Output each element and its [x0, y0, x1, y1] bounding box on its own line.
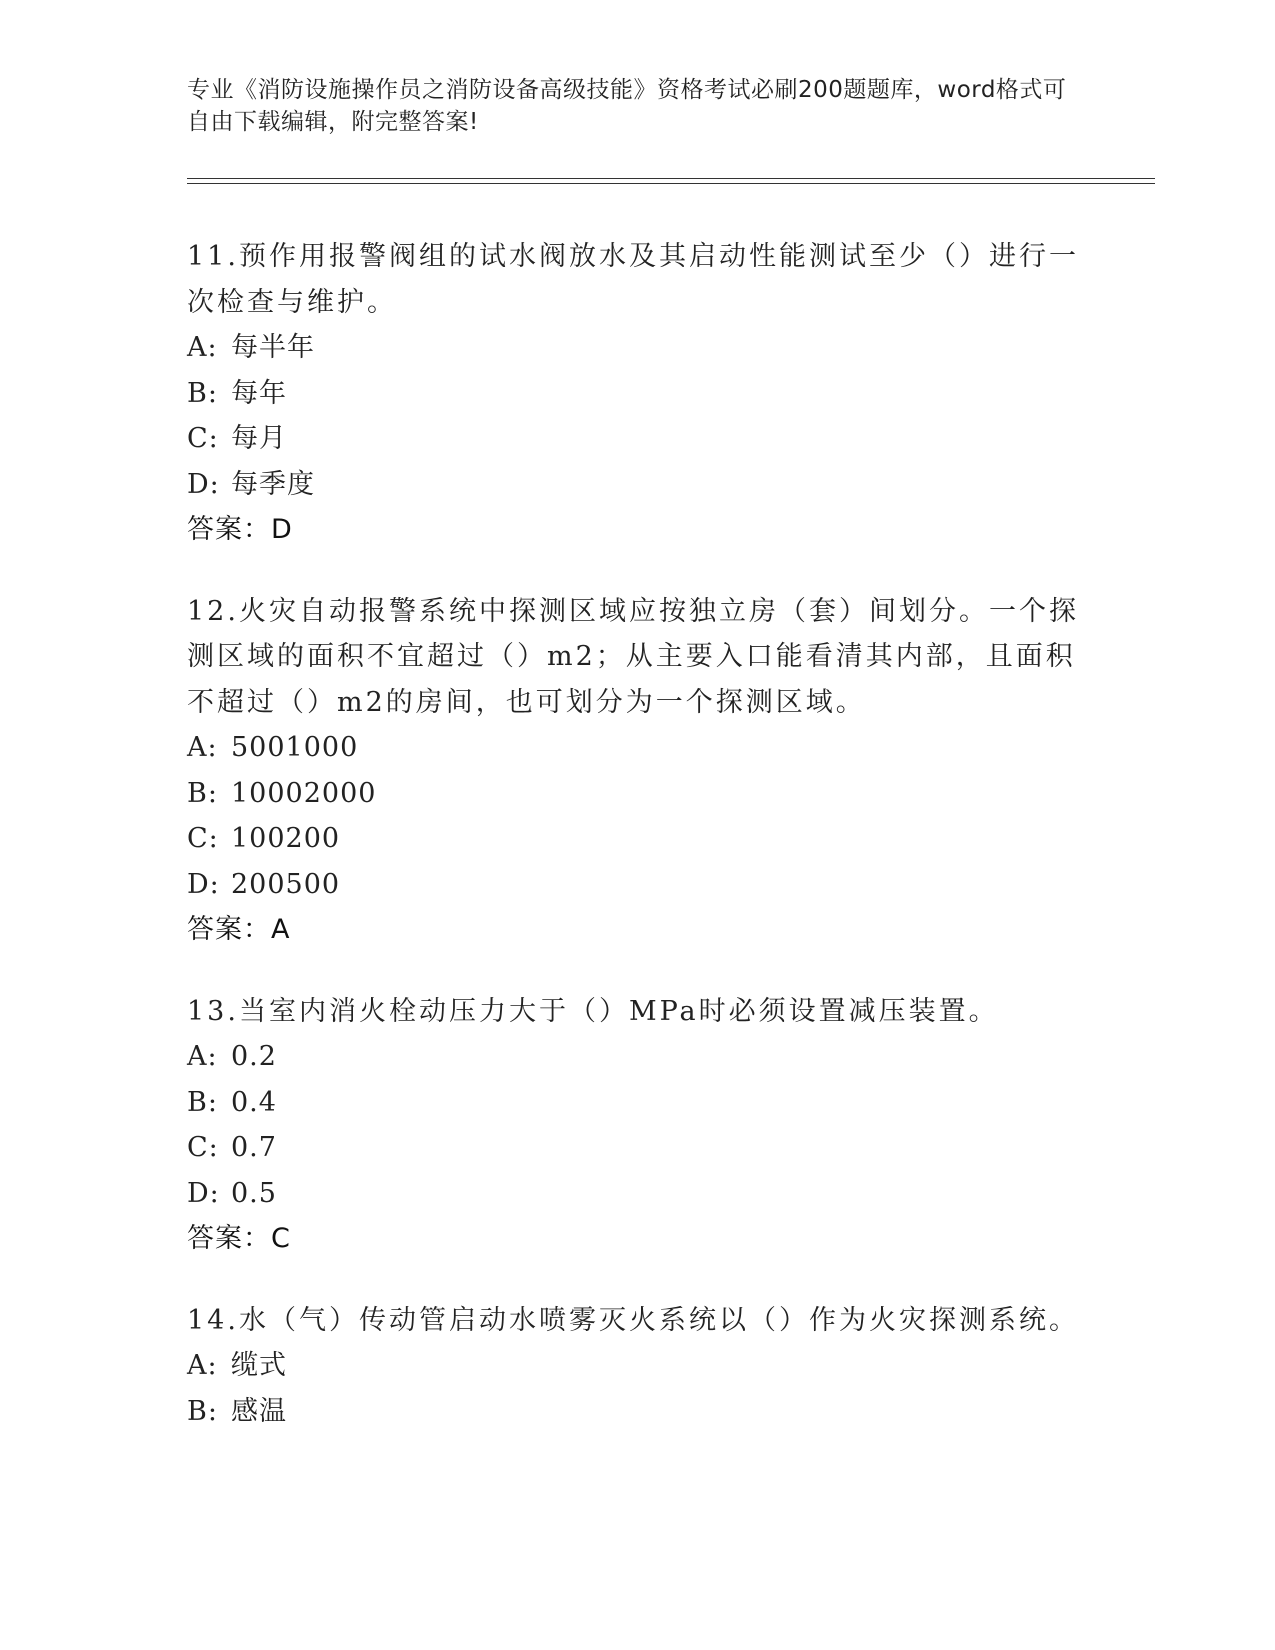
option-letter: B: [187, 1086, 218, 1118]
option-letter: A: [187, 1041, 218, 1072]
option-letter: A: [187, 332, 218, 363]
option-a [187, 1034, 1087, 1080]
option-d [187, 862, 1087, 908]
header-divider-top [187, 178, 1155, 179]
option-text: 0.5 [231, 1177, 277, 1209]
option-text: 100200 [231, 823, 341, 854]
option-text: 每月 [231, 423, 287, 454]
option-a [187, 725, 1087, 771]
question-14 [187, 1298, 1087, 1435]
option-text: 感温 [231, 1395, 287, 1427]
option-text: 缆式 [231, 1350, 287, 1381]
question-text: 12.火灾自动报警系统中探测区域应按独立房（套）间划分。一个探测区域的面积不宜超过（）m2；从主要入口能看清其内部，且面积不超过（）m2的房间，也可划分为一个探测区域。 [187, 595, 1079, 718]
option-letter: B: [187, 1395, 218, 1427]
option-b [187, 771, 1087, 817]
option-b [187, 1389, 1087, 1435]
option-letter: D: [187, 1177, 220, 1209]
option-text: 每年 [231, 377, 287, 409]
option-text: 每半年 [231, 332, 315, 363]
option-a [187, 325, 1087, 371]
option-text: 0.4 [231, 1086, 277, 1118]
option-letter: B: [187, 777, 218, 809]
option-c [187, 416, 1087, 462]
option-text: 每季度 [231, 468, 315, 500]
option-letter: D: [187, 868, 220, 900]
option-b [187, 371, 1087, 417]
option-letter: C: [187, 823, 219, 854]
option-letter: D: [187, 468, 220, 500]
option-letter: B: [187, 377, 218, 409]
question-11 [187, 234, 1087, 553]
option-letter: C: [187, 423, 219, 454]
option-c [187, 816, 1087, 862]
question-text: 11.预作用报警阀组的试水阀放水及其启动性能测试至少（）进行一次检查与维护。 [187, 241, 1079, 318]
option-d [187, 462, 1087, 508]
option-letter: A: [187, 1350, 218, 1381]
answer-line: 答案：A [187, 914, 291, 945]
option-c [187, 1125, 1087, 1171]
option-d [187, 1171, 1087, 1217]
question-13 [187, 989, 1087, 1262]
option-letter: C: [187, 1132, 219, 1163]
option-text: 10002000 [231, 777, 377, 809]
question-list [187, 234, 1087, 1470]
question-text: 14.水（气）传动管启动水喷雾灭火系统以（）作为火灾探测系统。 [187, 1304, 1079, 1336]
option-letter: A: [187, 732, 218, 763]
header-divider-bottom [187, 183, 1155, 184]
answer-line: 答案：D [187, 514, 293, 545]
document-intro: 专业《消防设施操作员之消防设备高级技能》资格考试必刷200题题库，word格式可自由下载编辑，附完整答案! [187, 77, 1067, 135]
option-text: 0.2 [231, 1041, 277, 1072]
answer-line: 答案：C [187, 1223, 291, 1254]
option-a [187, 1343, 1087, 1389]
question-12 [187, 589, 1087, 953]
option-b [187, 1080, 1087, 1126]
question-text: 13.当室内消火栓动压力大于（）MPa时必须设置减压装置。 [187, 995, 999, 1027]
option-text: 5001000 [231, 732, 359, 763]
option-text: 200500 [231, 868, 341, 900]
option-text: 0.7 [231, 1132, 277, 1163]
